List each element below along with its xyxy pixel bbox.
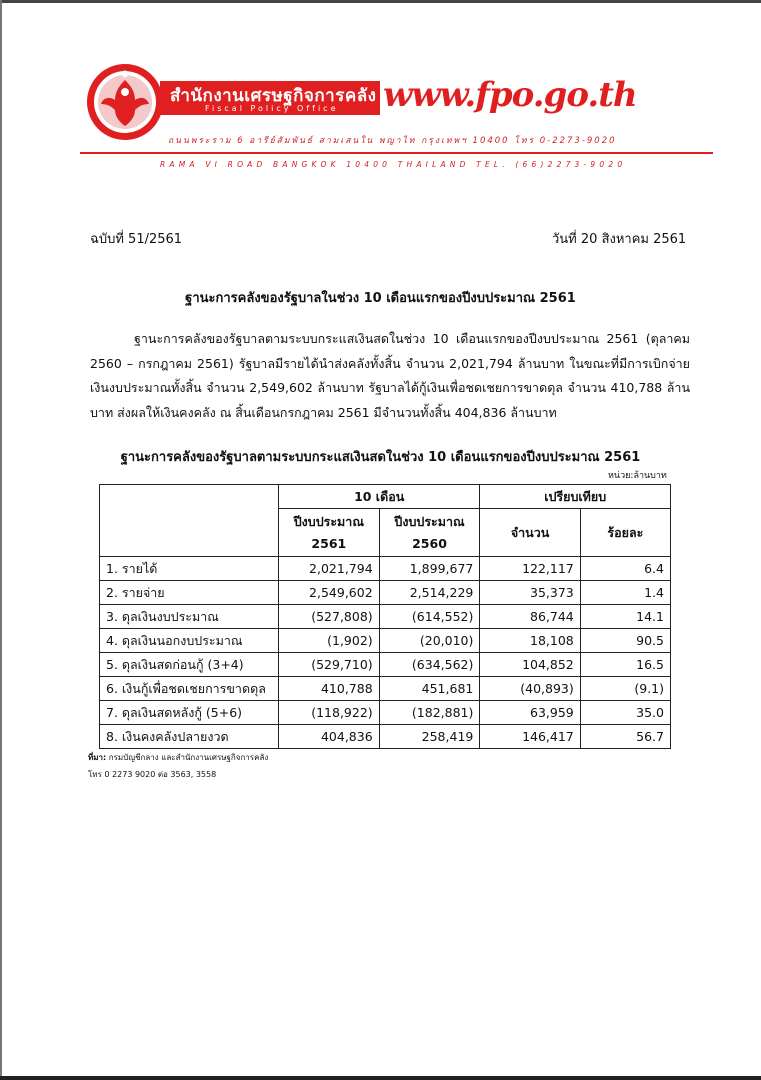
source-note: [88, 751, 268, 764]
row-label: 7. ดุลเงินสดหลังกู้ (5+6): [100, 701, 279, 725]
table-row: [100, 581, 671, 605]
cell-diff: 63,959: [480, 701, 580, 725]
header-fy2560: ปีงบประมาณ 2560: [379, 509, 480, 557]
row-label: 6. เงินกู้เพื่อชดเชยการขาดดุล: [100, 677, 279, 701]
table-row: [100, 725, 671, 749]
source-label: ที่มา:: [88, 753, 107, 762]
cell-fy2560: (182,881): [379, 701, 480, 725]
table-row: [100, 605, 671, 629]
cell-fy2561: 410,788: [278, 677, 379, 701]
website-link[interactable]: www.fpo.go.th: [383, 75, 637, 115]
cell-fy2560: (634,562): [379, 653, 480, 677]
address-english: RAMA VI ROAD BANGKOK 10400 THAILAND TEL. (66)2273-9020: [160, 160, 627, 169]
cell-fy2561: (527,808): [278, 605, 379, 629]
row-label: 2. รายจ่าย: [100, 581, 279, 605]
cell-fy2560: 1,899,677: [379, 557, 480, 581]
cell-fy2561: (1,902): [278, 629, 379, 653]
table-row: [100, 653, 671, 677]
page-border-bottom: [0, 1076, 761, 1080]
org-name-th: สำนักงานเศรษฐกิจการคลัง: [170, 86, 377, 106]
cell-fy2561: 2,549,602: [278, 581, 379, 605]
address-thai: ถนนพระราม 6 อารีย์สัมพันธ์ สามเสนใน พญาไท กรุงเทพฯ 10400 โทร 0-2273-9020: [168, 136, 617, 146]
cell-diff: 35,373: [480, 581, 580, 605]
header-empty-cell: [100, 485, 279, 557]
fiscal-table: [99, 484, 671, 749]
cell-fy2561: 2,021,794: [278, 557, 379, 581]
cell-fy2560: 258,419: [379, 725, 480, 749]
cell-diff: 146,417: [480, 725, 580, 749]
cell-pct: 16.5: [580, 653, 670, 677]
header-amount: จำนวน: [480, 509, 580, 557]
source-text: กรมบัญชีกลาง และสำนักงานเศรษฐกิจการคลัง: [106, 753, 269, 762]
cell-diff: 122,117: [480, 557, 580, 581]
cell-pct: 35.0: [580, 701, 670, 725]
issue-number: ฉบับที่ 51/2561: [90, 232, 183, 247]
row-label: 5. ดุลเงินสดก่อนกู้ (3+4): [100, 653, 279, 677]
cell-diff: 86,744: [480, 605, 580, 629]
cell-pct: 14.1: [580, 605, 670, 629]
cell-pct: 90.5: [580, 629, 670, 653]
body-paragraph-container: [90, 327, 690, 425]
table-row: [100, 701, 671, 725]
table-row: [100, 677, 671, 701]
issue-date: วันที่ 20 สิงหาคม 2561: [552, 232, 687, 247]
cell-fy2561: (529,710): [278, 653, 379, 677]
cell-fy2560: (20,010): [379, 629, 480, 653]
cell-diff: (40,893): [480, 677, 580, 701]
row-label: 3. ดุลเงินงบประมาณ: [100, 605, 279, 629]
cell-fy2560: (614,552): [379, 605, 480, 629]
contact-phone: โทร 0 2273 9020 ต่อ 3563, 3558: [88, 770, 217, 779]
header-percent: ร้อยละ: [580, 509, 670, 557]
header-divider: [80, 152, 713, 154]
table-row: [100, 629, 671, 653]
page-border-left: [0, 0, 2, 1080]
cell-diff: 18,108: [480, 629, 580, 653]
garuda-logo-icon: [85, 62, 165, 142]
row-label: 8. เงินคงคลังปลายงวด: [100, 725, 279, 749]
table-row: [100, 557, 671, 581]
cell-pct: 6.4: [580, 557, 670, 581]
row-label: 4. ดุลเงินนอกงบประมาณ: [100, 629, 279, 653]
body-paragraph: ฐานะการคลังของรัฐบาลตามระบบกระแสเงินสดในช่วง 10 เดือนแรกของปีงบประมาณ 2561 (ตุลาคม 2560 – กรกฎาคม 2561) รัฐบาลมีรายได้นำส่งคลังทั้งสิ้น จำนวน 2,021,794 ล้านบาท ในขณะที่มีการเบิกจ่ายเงินงบประมาณทั้งสิ้น จำนวน 2,549,602 ล้านบาท รัฐบาลได้กู้เงินเพื่อชดเชยการขาดดุล จำนวน 410,788 ล้านบาท ส่งผลให้เงินคงคลัง ณ สิ้นเดือนกรกฎาคม 2561 มีจำนวนทั้งสิ้น 404,836 ล้านบาท: [90, 331, 690, 420]
row-label: 1. รายได้: [100, 557, 279, 581]
header-comparison: เปรียบเทียบ: [480, 485, 671, 509]
cell-fy2560: 2,514,229: [379, 581, 480, 605]
header-fy2561: ปีงบประมาณ 2561: [278, 509, 379, 557]
cell-fy2561: (118,922): [278, 701, 379, 725]
table-title: ฐานะการคลังของรัฐบาลตามระบบกระแสเงินสดในช่วง 10 เดือนแรกของปีงบประมาณ 2561: [120, 450, 641, 465]
cell-pct: 1.4: [580, 581, 670, 605]
org-name-en: Fiscal Policy Office: [205, 104, 339, 113]
unit-note: หน่วย:ล้านบาท: [608, 471, 667, 481]
header-10-months: 10 เดือน: [278, 485, 479, 509]
cell-diff: 104,852: [480, 653, 580, 677]
document-title: ฐานะการคลังของรัฐบาลในช่วง 10 เดือนแรกของปีงบประมาณ 2561: [185, 291, 576, 306]
cell-fy2560: 451,681: [379, 677, 480, 701]
cell-fy2561: 404,836: [278, 725, 379, 749]
cell-pct: 56.7: [580, 725, 670, 749]
cell-pct: (9.1): [580, 677, 670, 701]
page-border-top: [0, 0, 761, 3]
